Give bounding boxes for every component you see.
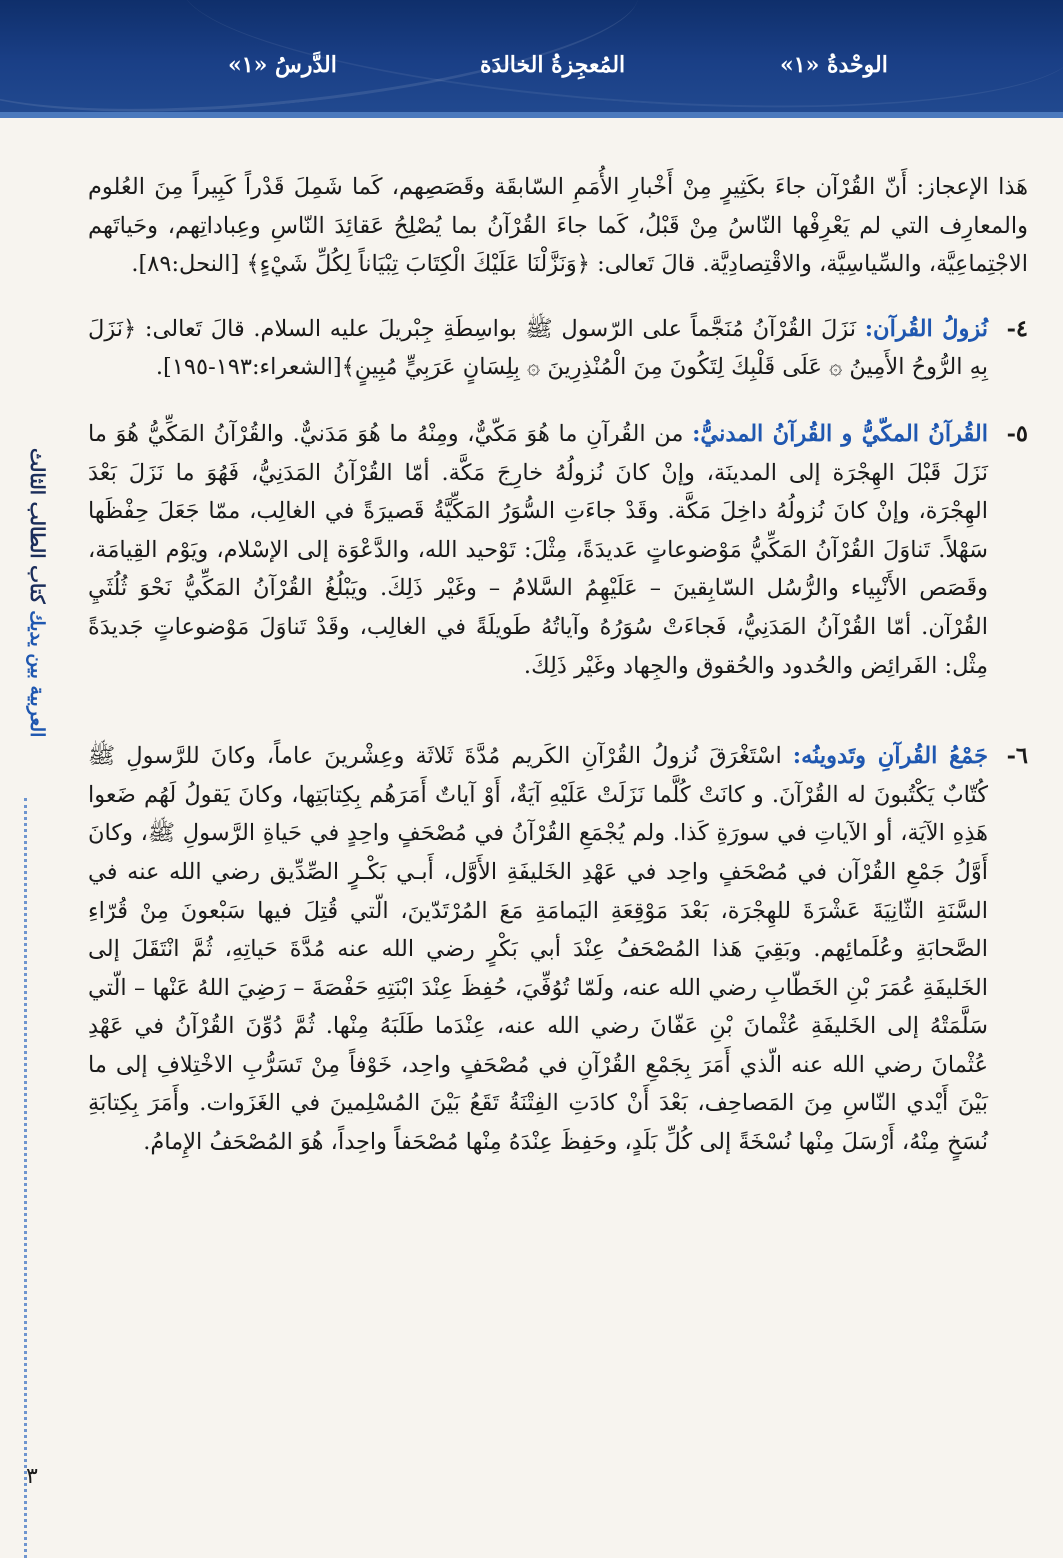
section-heading: القُرآنُ المكّيُّ و القُرآنُ المدنيُّ: <box>692 420 988 447</box>
header-strip <box>0 112 1063 118</box>
unit-title: المُعجِزةُ الخالدَة <box>480 52 626 78</box>
side-dotted-line <box>24 798 27 1558</box>
lesson-label: الدَّرسُ «١» <box>228 52 337 78</box>
section-number: ٦- <box>1006 743 1028 770</box>
section-item-6 <box>88 737 1028 1162</box>
section-text: نَزَلَ القُرْآنُ مُنَجَّماً على الرّسول ﷺ بواسِطَةِ جِبْريلَ عليه السلام. قالَ تَعالى: ﴿نَزَلَ بِهِ الرُّوحُ الأَمِينُ ۞ عَلَى قَلْبِكَ لِتَكُونَ مِنَ الْمُنْذِرِينَ ۞ بِلِسَانٍ عَرَبِيٍّ مُبِينٍ﴾[الشعراء:١٩٣-١٩٥]. <box>88 315 988 381</box>
section-text: من القُرآنِ ما هُوَ مَكّيٌّ، ومِنْهُ ما هُوَ مَدَنيٌّ. والقُرْآنُ المَكِّيُّ هُوَ ما نَزَلَ قَبْلَ الهِجْرَة إلى المدينَة، وإنْ كانَ نُزولُهُ خارِجَ مَكَّة. أمّا القُرْآنُ المَدَنِيُّ، فَهُوَ ما نَزَلَ بَعْدَ الهِجْرَة، وإنْ كانَ نُزولُهُ داخِلَ مَكَّة. وقَدْ جاءَتِ السُّوَرُ المَكِّيَّةُ قَصيرَةً في الغالِب، ممّا جَعَلَ حِفْظَها سَهْلاً. تَناوَلَ القُرْآنُ المَكِّيُّ مَوْضوعاتٍ عَديدَةً، مِثْلَ: تَوْحيد الله، والدَّعْوَة إلى الإسْلام، ويَوْم القِيامَة، وقَصَص الأَنْبِياء والرُّسُل السّابِقينَ – عَلَيْهِمُ السَّلامُ – وغَيْر ذَلِكَ. ويَبْلُغُ القُرْآنُ المَكِّيُّ نَحْوَ ثُلُثَيِ القُرْآن. أمّا القُرْآنُ المَدَنِيُّ، فَجاءَتْ سُوَرُهُ وآياتُهُ طَويلَةً في الغالِب، وقَدْ تَناوَلَ مَوْضوعاتٍ جَديدَةً مِثْل: الفَرائِض والحُدود والحُقوق والجِهاد وغَيْر ذَلِكَ. <box>88 420 988 679</box>
unit-label: الوحْدةُ «١» <box>780 52 888 78</box>
section-text: اسْتَغْرَقَ نُزولُ القُرْآنِ الكَريم مُدَّةَ ثَلاثَة وعِشْرينَ عاماً، وكانَ للرَّسولِ ﷺ كُتّابٌ يَكْتُبونَ له القُرْآنَ. و كانَتْ كُلَّما نَزَلَتْ عَلَيْهِ آيَةٌ، أَوْ آياتٌ أَمَرَهُم بِكِتابَتِها، وكانَ يَقولُ لَهُم ضَعوا هَذِهِ الآيَة، أو الآياتِ في سورَةِ كَذا. ولم يُجْمَعِ القُرْآنُ في مُصْحَفٍ واحِدٍ في حَياةِ الرَّسولِ ﷺ، وكانَ أَوَّلُ جَمْعِ القُرْآن في مُصْحَفٍ واحِد في عَهْدِ الخَليفَةِ الأَوَّل، أَبـي بَكْـرٍ الصِّدِّيق رضي الله عنه في السَّنَةِ الثّانِيَةَ عَشْرَةَ للهِجْرَة، بَعْدَ مَوْقِعَةِ اليَمامَةِ مَعَ المُرْتَدّينَ، الّتي قُتِلَ فيها سَبْعونَ مِنْ قُرّاءِ الصَّحابَةِ وعُلَمائِهم. وبَقِيَ هَذا المُصْحَفُ عِنْدَ أبي بَكْرٍ رضي الله عنه مُدَّةَ حَياتِهِ، ثُمَّ انْتَقَلَ إلى الخَليفَةِ عُمَرَ بْنِ الخَطّابِ رضي الله عنه، ولَمّا تُوُفِّيَ، حُفِظَ عِنْدَ ابْنَتِهِ حَفْصَةَ – رَضِيَ اللهُ عَنْها – الّتي سَلَّمَتْهُ إلى الخَليفَةِ عُثْمانَ بْنِ عَفّانَ رضي الله عنه، عِنْدَما طَلَبَهُ مِنْها. ثُمَّ دُوِّنَ القُرْآنُ في عَهْدِ عُثْمانَ رضي الله عنه الّذي أَمَرَ بِجَمْعِ القُرْآنِ في مُصْحَفٍ واحِد، خَوْفاً مِنْ تَسَرُّبِ الاخْتِلافِ إلى ما بَيْنَ أَيْدي النّاسِ مِنَ المَصاحِف، بَعْدَ أَنْ كادَتِ الفِتْنَةُ تَقَعُ بَيْنَ المُسْلِمينَ في الغَزَوات. وأَمَرَ بِكِتابَةِ نُسَخٍ مِنْهُ، أَرْسَلَ مِنْها نُسْخَةً إلى كُلِّ بَلَدٍ، وحَفِظَ عِنْدَهُ مِنْها مُصْحَفاً واحِداً، هُوَ المُصْحَفُ الإِمامُ. <box>88 743 988 1156</box>
series-title: العربية بين يديك <box>26 610 48 738</box>
intro-paragraph: هَذا الإعجاز: أَنّ القُرْآن جاءَ بكَثِيرٍ مِنْ أَخْبارِ الأُمَمِ السّابقَة وقَصَصِهم، كَما شَمِلَ قَدْراً كَبِيراً مِنَ العُلوم والمعارِف التي لم يَعْرِفْها النّاسُ مِنْ قَبْلُ، كَما جاءَ القُرْآنُ بما يُصْلِحُ عَقائِدَ النّاسِ وعِباداتِهم، وحَياتَهم الاجْتِماعِيَّة، والسِّياسِيَّة، والاقْتِصادِيَّة. قالَ تَعالى: ﴿وَنَزَّلْنَا عَلَيْكَ الْكِتَابَ تِبْيَاناً لِكُلِّ شَيْءٍ﴾ [النحل:٨٩]. <box>88 174 1028 278</box>
side-margin <box>0 118 56 1500</box>
lesson-body <box>88 168 1028 1162</box>
section-heading: نُزولُ القُرآن: <box>864 315 988 342</box>
section-item-4 <box>88 310 1028 387</box>
section-number: ٥- <box>1006 420 1028 447</box>
page-header <box>0 0 1063 112</box>
section-number: ٤- <box>1006 315 1028 342</box>
section-heading: جَمْعُ القُرآنِ وتَدوينُه: <box>792 743 988 770</box>
section-item-5 <box>88 415 1028 685</box>
page-number: ٣ <box>26 1464 38 1489</box>
book-title: كتاب الطالب الثالث <box>26 448 48 604</box>
side-caption <box>8 448 48 737</box>
